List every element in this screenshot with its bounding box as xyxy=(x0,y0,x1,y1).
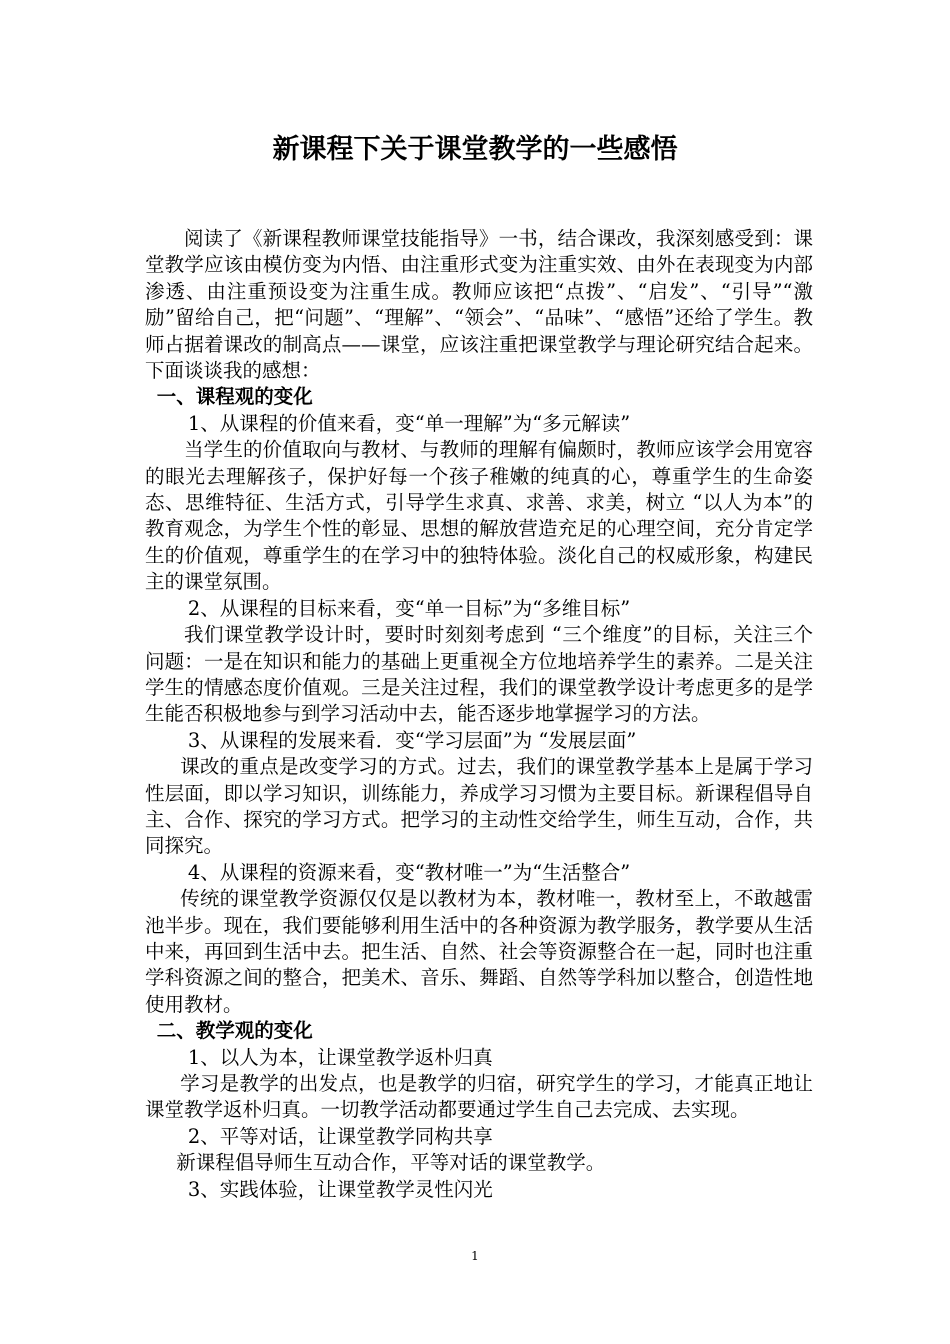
subheading-2-1: 1、以人为本，让课堂教学返朴归真 xyxy=(187,1045,493,1069)
paragraph-1-3: 课改的重点是改变学习的方式。过去，我们的课堂教学基本上是属于学习性层面，即以学习知识，训练能力，养成学习习惯为主要目标。新课程倡导自主、合作、探究的学习方式。把学习的主动性交给学生，师生互动，合作，共同探究。 xyxy=(145,755,813,858)
page-number: 1 xyxy=(471,1249,479,1263)
paragraph-2-1: 学习是教学的出发点，也是教学的归宿，研究学生的学习，才能真正地让课堂教学返朴归真。一切教学活动都要通过学生自己去完成、去实现。 xyxy=(145,1072,813,1122)
paragraph-1-1: 当学生的价值取向与教材、与教师的理解有偏颇时，教师应该学会用宽容的眼光去理解孩子，保护好每一个孩子稚嫩的纯真的心，尊重学生的生命姿态、思维特征、生活方式，引导学生求真、求善、求美，树立 “以人为本”的教育观念，为学生个性的彰显、思想的解放营造充足的心理空间，充分肯定学生的价值观，尊重学生的在学习中的独特体验。淡化自己的权威形象，构建民主的课堂氛围。 xyxy=(145,438,813,594)
paragraph-1-4: 传统的课堂教学资源仅仅是以教材为本，教材唯一，教材至上，不敢越雷池半步。现在，我们要能够利用生活中的各种资源为教学服务，教学要从生活中来，再回到生活中去。把生活、自然、社会等资源整合在一起，同时也注重学科资源之间的整合，把美术、音乐、舞蹈、自然等学科加以整合，创造性地使用教材。 xyxy=(145,887,813,1016)
paragraph-2-2: 新课程倡导师生互动合作，平等对话的课堂教学。 xyxy=(176,1151,606,1175)
subheading-1-1: 1、从课程的价值来看，变“单一理解”为“多元解读” xyxy=(187,411,631,435)
subheading-2-2: 2、平等对话，让课堂教学同构共享 xyxy=(187,1124,493,1148)
document-body xyxy=(145,226,813,1203)
subheading-1-2: 2、从课程的目标来看，变“单一目标”为“多维目标” xyxy=(187,596,631,620)
subheading-1-4: 4、从课程的资源来看，变“教材唯一”为“生活整合” xyxy=(187,860,631,884)
section-heading-curriculum: 一、课程观的变化 xyxy=(156,385,313,409)
subheading-1-3: 3、从课程的发展来看．变“学习层面”为 “发展层面” xyxy=(187,728,637,752)
section-heading-teaching: 二、教学观的变化 xyxy=(156,1019,313,1043)
subheading-2-3: 3、实践体验，让课堂教学灵性闪光 xyxy=(187,1177,493,1201)
paragraph-1-2: 我们课堂教学设计时，要时时刻刻考虑到 “三个维度”的目标，关注三个问题：一是在知识和能力的基础上更重视全方位地培养学生的素养。二是关注学生的情感态度价值观。三是关注过程，我们的课堂教学设计考虑更多的是学生能否积极地参与到学习活动中去，能否逐步地掌握学习的方法。 xyxy=(145,623,813,726)
intro-paragraph: 阅读了《新课程教师课堂技能指导》一书，结合课改，我深刻感受到：课堂教学应该由模仿变为内悟、由注重形式变为注重实效、由外在表现变为内部渗透、由注重预设变为注重生成。教师应该把“点拨”、“启发”、“引导”“激励”留给自己，把“问题”、“理解”、“领会”、“品味”、“感悟”还给了学生。教师占据着课改的制高点——课堂，应该注重把课堂教学与理论研究结合起来。下面谈谈我的感想： xyxy=(145,227,813,383)
document-title: 新课程下关于课堂教学的一些感悟 xyxy=(272,134,678,165)
